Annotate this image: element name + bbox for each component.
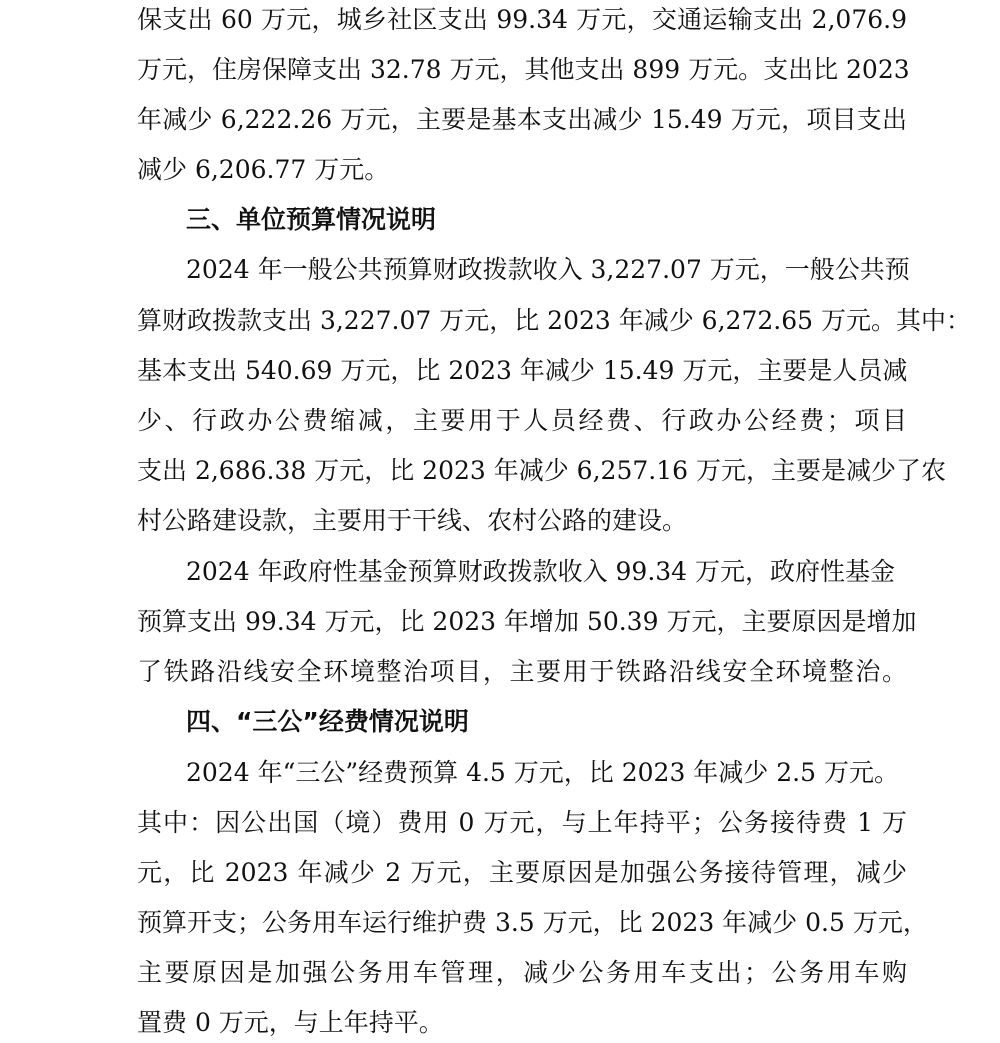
- paragraph-line: 主要原因是加强公务用车管理，减少公务用车支出；公务用车购: [137, 958, 907, 987]
- section-heading-three-public: 四、“三公”经费情况说明: [186, 707, 469, 736]
- paragraph-line: 村公路建设款，主要用于干线、农村公路的建设。: [137, 506, 688, 535]
- paragraph-line: 了铁路沿线安全环境整治项目，主要用于铁路沿线安全环境整治。: [137, 657, 907, 686]
- paragraph-line: 预算支出 99.34 万元，比 2023 年增加 50.39 万元，主要原因是增加: [137, 607, 917, 636]
- paragraph-line: 2024 年“三公”经费预算 4.5 万元，比 2023 年减少 2.5 万元。: [186, 758, 899, 787]
- paragraph-line: 减少 6,206.77 万元。: [137, 155, 390, 184]
- paragraph-line: 万元，住房保障支出 32.78 万元，其他支出 899 万元。支出比 2023: [137, 55, 910, 84]
- paragraph-line: 2024 年政府性基金预算财政拨款收入 99.34 万元，政府性基金: [186, 557, 896, 586]
- paragraph-line: 保支出 60 万元，城乡社区支出 99.34 万元，交通运输支出 2,076.9: [137, 5, 907, 34]
- section-heading-unit-budget: 三、单位预算情况说明: [186, 205, 437, 234]
- paragraph-line: 算财政拨款支出 3,227.07 万元，比 2023 年减少 6,272.65 万元。其中：: [137, 306, 971, 335]
- paragraph-line: 2024 年一般公共预算财政拨款收入 3,227.07 万元，一般公共预: [186, 255, 910, 284]
- paragraph-line: 预算开支；公务用车运行维护费 3.5 万元，比 2023 年减少 0.5 万元，: [137, 908, 928, 937]
- paragraph-line: 元，比 2023 年减少 2 万元，主要原因是加强公务接待管理，减少: [137, 858, 907, 887]
- paragraph-line: 其中：因公出国（境）费用 0 万元，与上年持平；公务接待费 1 万: [137, 808, 907, 837]
- paragraph-line: 年减少 6,222.26 万元，主要是基本支出减少 15.49 万元，项目支出: [137, 105, 907, 134]
- paragraph-line: 置费 0 万元，与上年持平。: [137, 1008, 444, 1037]
- paragraph-line: 少、行政办公费缩减，主要用于人员经费、行政办公经费；项目: [137, 406, 907, 435]
- paragraph-line: 基本支出 540.69 万元，比 2023 年减少 15.49 万元，主要是人员减: [137, 356, 908, 385]
- paragraph-line: 支出 2,686.38 万元，比 2023 年减少 6,257.16 万元，主要是减少了农: [137, 456, 946, 485]
